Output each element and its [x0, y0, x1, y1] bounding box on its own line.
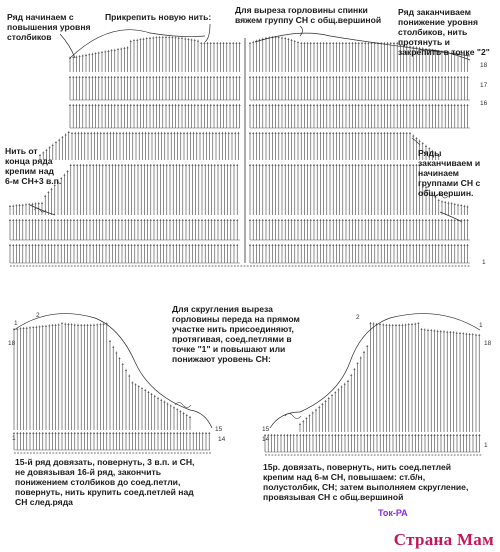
note-row-start-raise: Ряд начинаем с повышения уровня столбиков — [7, 12, 91, 42]
back-panel-chart — [9, 24, 470, 266]
note-front-neckline-rounding: Для скругления выреза горловины переда на прямом участке нить присоединяют, протягивая, соед.петлями в точке "1" и повышают или понижают уровень СН: — [172, 304, 300, 364]
row-number-14-bl: 14 — [218, 436, 226, 443]
marker-1-br: 1 — [479, 322, 483, 329]
row-number-1-bl: 1 — [12, 435, 16, 442]
note-attach-new-yarn: Прикрепить новую нить: — [105, 12, 212, 22]
row-number-1-top: 1 — [482, 259, 486, 266]
row-number-18: 18 — [480, 62, 488, 69]
row-number-17: 17 — [480, 82, 488, 89]
row-number-15-bl: 15 — [215, 426, 223, 433]
note-yarn-from-row-end: Нить от конца ряда крепим над 6-м СН+3 в.п. — [5, 146, 62, 186]
site-watermark: Страна Мам — [393, 530, 494, 549]
note-back-neckline: Для выреза горловины спинки вяжем группу СН с общ.вершиной — [235, 5, 382, 25]
author-signature: Ток-РА — [378, 508, 408, 518]
marker-1-bl: 1 — [14, 320, 18, 327]
row-number-15-br: 15 — [262, 426, 270, 433]
note-row15-right: 15р. довязать, повернуть, нить соед.петлей крепим над 6-м СН, повышаем: ст.б/н, полустолбик, СН; затем выполняем скругление, провязывая СН с общ.вершиной — [263, 462, 469, 502]
note-rows-group-end: Ряды заканчиваем и начинаем группами СН с общ.вершин. — [418, 148, 481, 198]
row-number-1-br: 1 — [484, 442, 488, 449]
note-row15-left: 15-й ряд довязать, повернуть, 3 в.п. и СН, не довязывая 16-й ряд, закончить понижением столбиков до соед.петли, повернуть, нить крупить соед.петлей над СН след.ряда — [15, 457, 195, 507]
marker-2-bl: 2 — [36, 312, 40, 319]
row-number-14-br: 14 — [262, 436, 270, 443]
marker-2-br: 2 — [356, 314, 360, 321]
row-number-18-bl: 18 — [8, 340, 16, 347]
note-row-end-lower: Ряд заканчиваем понижение уровня столбиков, нить протянуть и закрепить в точке "2" — [398, 7, 490, 57]
row-number-18-br: 18 — [484, 340, 492, 347]
row-number-16: 16 — [480, 100, 488, 107]
